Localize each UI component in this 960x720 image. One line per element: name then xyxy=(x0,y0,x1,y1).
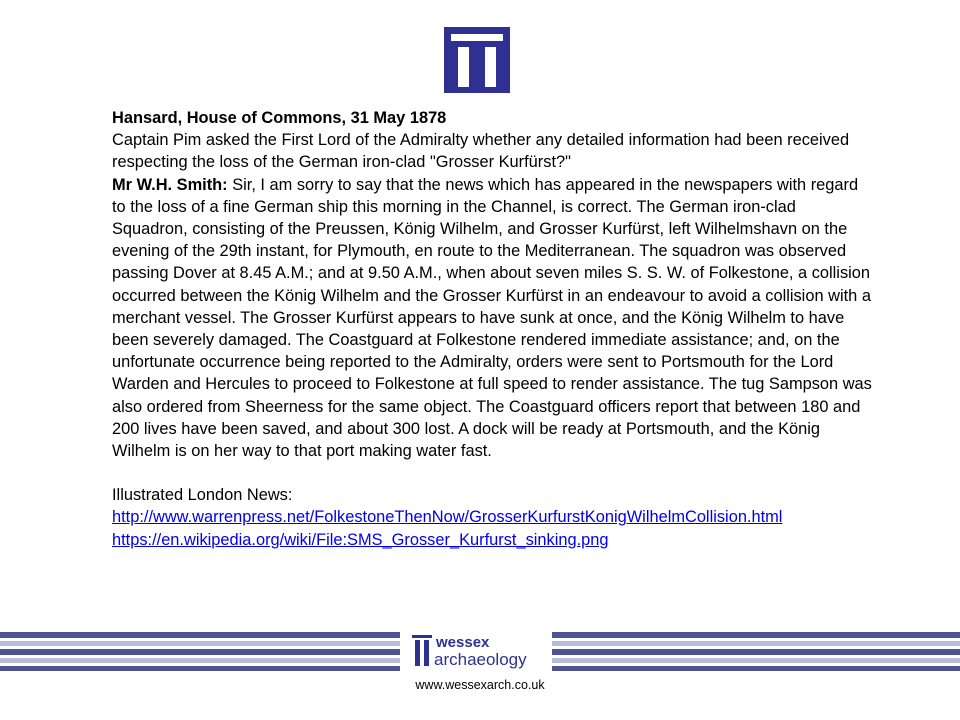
spacer xyxy=(112,462,872,484)
wikipedia-link[interactable]: https://en.wikipedia.org/wiki/File:SMS_Grosser_Kurfurst_sinking.png xyxy=(112,530,609,549)
document-title: Hansard, House of Commons, 31 May 1878 xyxy=(112,109,447,127)
hansard-excerpt xyxy=(112,107,872,551)
logo-line1: wessex xyxy=(436,634,490,651)
question-paragraph: Captain Pim asked the First Lord of the Admiralty whether any detailed information had been received respecting the loss of the German iron-clad "Grosser Kurfürst?" xyxy=(112,131,850,172)
answer-paragraph xyxy=(112,174,872,463)
answer-speaker: Mr W.H. Smith: xyxy=(112,175,228,194)
wessex-pi-icon xyxy=(412,635,432,666)
wessex-monogram-logo-icon xyxy=(444,27,510,93)
warrenpress-link[interactable]: http://www.warrenpress.net/FolkestoneThenNow/GrosserKurfurstKonigWilhelmCollision.html xyxy=(112,508,783,527)
footer-website: www.wessexarch.co.uk xyxy=(415,678,545,692)
source-label: Illustrated London News: xyxy=(112,486,293,505)
answer-text: Sir, I am sorry to say that the news which has appeared in the newspapers with regard to the loss of a fine German ship this morning in the Channel, is correct. The German iron-clad Squadron, consisting of the Preussen, König Wilhelm, and Grosser Kurfürst, left Wilhelmshavn on the evening of the 29th instant, for Plymouth, en route to the Mediterranean. The squadron was observed passing Dover at 8.45 A.M.; and at 9.50 A.M., when about seven miles S. S. W. of Folkestone, a collision occurred between the König Wilhelm and the Grosser Kurfürst in an endeavour to avoid a collision with a merchant vessel. The Grosser Kurfürst appears to have sunk at once, and the König Wilhelm to have been severely damaged. The Coastguard at Folkestone rendered immediate assistance; and, on the unfortunate occurrence being reported to the Admiralty, orders were sent to Portsmouth for the Lord Warden and Hercules to proceed to Folkestone at full speed to render assistance. The tug Sampson was also ordered from Sheerness for the same object. The Coastguard officers report that between 180 and 200 lives have been saved, and about 300 lost. A dock will be ready at Portsmouth, and the König Wilhelm is on her way to that port making water fast. xyxy=(112,175,872,461)
wessex-archaeology-logo xyxy=(410,630,552,672)
logo-line2: archaeology xyxy=(434,650,527,669)
